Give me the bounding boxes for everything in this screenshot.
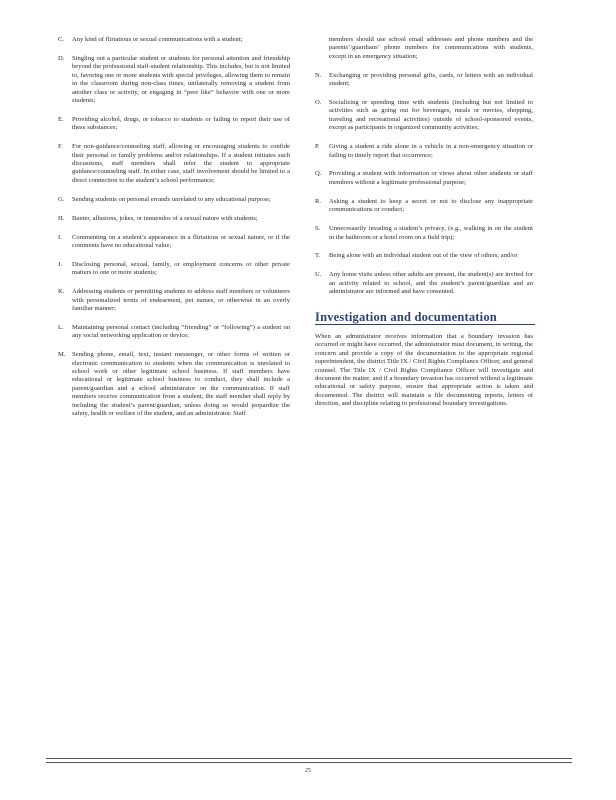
page-number: 25 [305, 768, 311, 774]
list-item [58, 215, 290, 223]
list-item-text: Providing alcohol, drugs, or tobacco to students or failing to report their use of these substances; [72, 115, 290, 132]
list-item [58, 55, 290, 105]
list-item [58, 324, 290, 341]
list-item-text: Commenting on a student’s appearance in a flirtatious or sexual nature, or if the comments have no educational value; [72, 233, 290, 249]
footer-rule-top [46, 758, 572, 759]
list-item-text: Banter, allusions, jokes, or innuendos of a sexual nature with students; [72, 214, 258, 222]
list-item-text: Being alone with an individual student out of the view of others; and/or [329, 252, 518, 260]
footer-rule-bottom [46, 762, 572, 763]
list-item-text: Addressing students or permitting students to address staff members or volunteers with personalized terms of endearment, pet names, or otherwise in an overly familiar manner; [72, 288, 290, 312]
list-item-letter: N. [315, 71, 322, 79]
list-item-letter: K. [58, 288, 65, 296]
list-item-letter: J. [58, 260, 63, 268]
list-item-text: Sending students on personal errands unrelated to any educational purpose; [72, 195, 271, 203]
list-item [315, 198, 533, 215]
list-item-letter: T. [315, 252, 321, 260]
list-item [58, 196, 290, 204]
list-item-text: Sending phone, email, text, instant messenger, or other forms of written or electronic communication to students when the communication is unrelated to school work or other legitimate school business. If staff members have educational or legitimate school business to conduct, they shall include a parent/guardian and a school administrator on the communication. If staff members receive communication from a student, the staff member shall reply by including the student’s parent/guardian, unless doing so would jeopardize the safety, health or welfare of the student, and an administrator. Staff [72, 351, 290, 417]
list-item [315, 170, 533, 187]
right-column [315, 36, 533, 409]
list-item-letter: I. [58, 233, 62, 241]
list-item [315, 225, 533, 242]
list-item [58, 116, 290, 133]
list-item [58, 234, 290, 251]
list-item-letter: U. [315, 271, 322, 279]
list-item-letter: R. [315, 197, 322, 205]
list-item-text: For non-guidance/counseling staff, allowing or encouraging students to confide their personal or family problems and/or relationships. If a student initiates such discussions, staff members shall refer the student to appropriate guidance/counseling staff. In either case, staff involvement should be limited to a direct connection to the student’s school performance; [72, 143, 290, 184]
list-item-letter: M. [58, 351, 66, 359]
list-item-text: Exchanging or providing personal gifts, cards, or letters with an individual student; [329, 71, 533, 88]
list-item-text: Any home visits unless other adults are present, the student(s) are invited for an activity related to school, and the student’s parent/guardian and an administrator are informed and have consented. [329, 271, 533, 296]
list-item-text: Singling out a particular student or students for personal attention and friendship beyond the professional staff-student relationship. This includes, but is not limited to, favoring one or more students with special privileges, allowing them to remain in the classroom during non-class times, unilaterally removing a student from another class or activity, or engaging in “peer like” behavior with one or more students; [72, 54, 290, 104]
list-item-letter: Q. [315, 170, 322, 178]
list-item-text: Disclosing personal, sexual, family, or employment concerns or other private matters to one or more students; [72, 260, 290, 277]
list-item-letter: O. [315, 99, 322, 107]
list-item [58, 143, 290, 185]
list-item-text: Socializing or spending time with students (including but not limited to activities such as going out for beverages, meals or movies, shopping, traveling and recreational activities) outside of school-sponsored events, except as participants in organized community activities; [329, 99, 533, 132]
list-item-letter: P. [315, 143, 320, 151]
left-column [58, 36, 290, 429]
list-item-letter: H. [58, 214, 65, 222]
list-item-text: Maintaining personal contact (including “friending” or “following”) a student on any social networking application or device; [72, 323, 290, 340]
list-item [58, 36, 290, 44]
list-item-letter: F. [58, 143, 63, 151]
list-item [58, 351, 290, 418]
list-item-letter: C. [58, 36, 65, 43]
list-item [58, 261, 290, 278]
list-item [315, 271, 533, 296]
list-item [315, 72, 533, 89]
section-paragraph: When an administrator receives information that a boundary invasion has occurred or might have occurred, the administrator must document, in writing, the concern and provide a copy of the documentation to the appropriate regional superintendent, the district Title IX / Civil Rights Compliance Officer, and general counsel. The Title IX / Civil Rights Compliance Officer will investigate and document the matter, and if a boundary invasion has occurred without a legitimate educational or safety purpose, ensure that appropriate action is taken and documented. The district will maintain a file documenting reports, letters of direction, and discipline relating to professional boundary investigations. [315, 332, 533, 408]
list-item-letter: D. [58, 54, 65, 62]
list-item-text: Giving a student a ride alone in a vehicle in a non-emergency situation or failing to timely report that occurrence; [329, 143, 533, 159]
list-item-text: Unnecessarily invading a student’s privacy, (e.g., walking in on the student in the bathroom or a hotel room on a field trip); [329, 225, 533, 241]
list-item [315, 252, 533, 260]
list-item [58, 288, 290, 313]
list-item-text: Asking a student to keep a secret or not to disclose any inappropriate communications or conduct; [329, 197, 533, 214]
list-item-text: Providing a student with information or views about other students or staff members without a legitimate professional purpose; [329, 170, 533, 186]
list-item-letter: S. [315, 225, 321, 233]
list-item-letter: G. [58, 195, 65, 203]
right-item-list [315, 72, 533, 297]
section-heading: Investigation and documentation [315, 309, 497, 324]
list-item [315, 99, 533, 133]
list-item-text: Any kind of flirtatious or sexual communications with a student; [72, 36, 243, 43]
list-item [315, 143, 533, 160]
list-item-letter: L. [58, 323, 64, 331]
heading-rule [315, 324, 535, 325]
list-item-letter: E. [58, 115, 64, 123]
continued-item-text: members should use school email addresses and phone numbers and the parents’/guardians’ phone numbers for communications with students, except in an emergency situation; [329, 36, 533, 60]
